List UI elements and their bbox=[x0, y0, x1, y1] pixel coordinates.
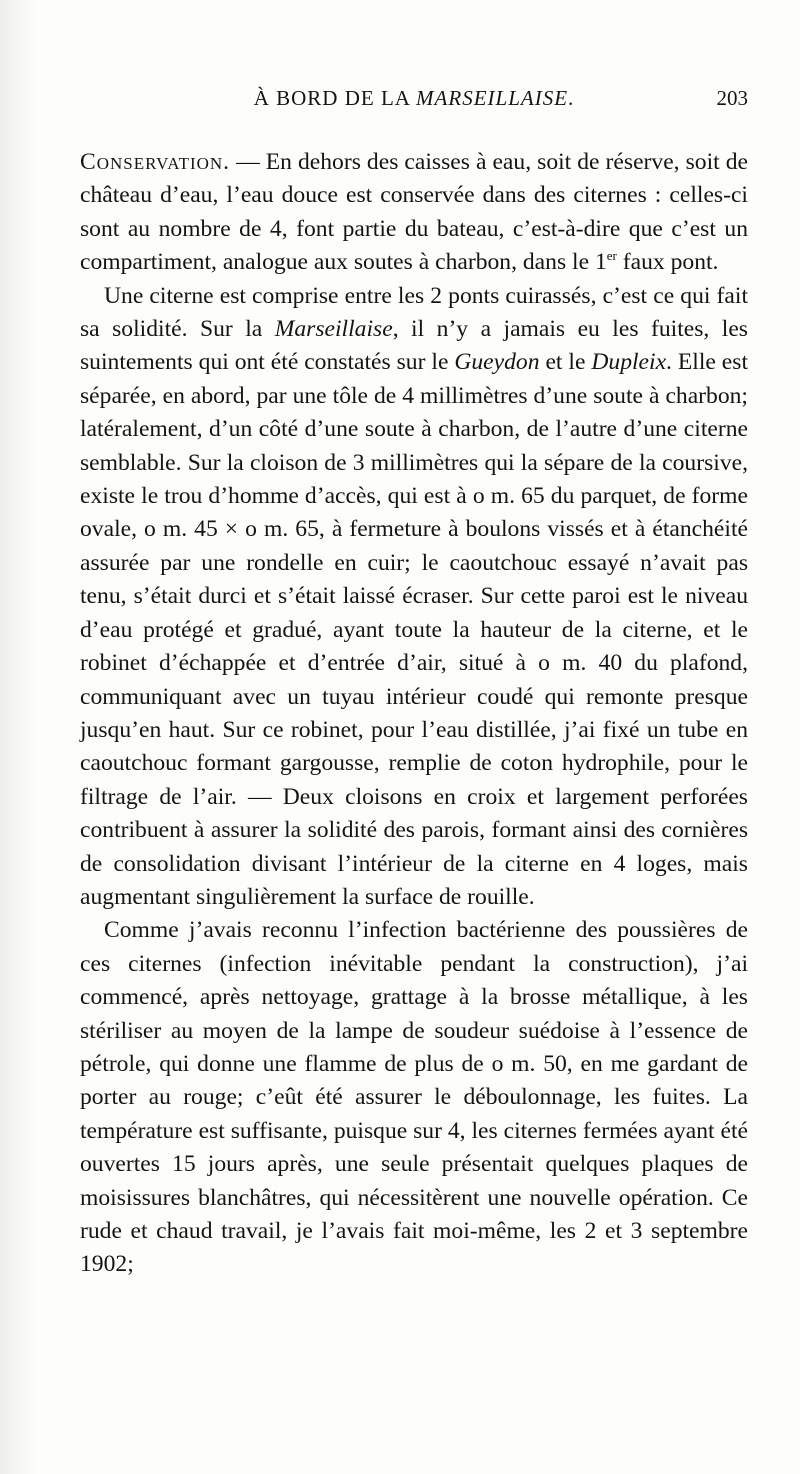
text-run: , il n’y a jamais eu les fuites, les suintements qui ont été constatés sur le bbox=[80, 316, 748, 376]
text-run: Comme j’avais reconnu l’infection bactérienne des poussières de ces citernes (infection inévitable pendant la construction), j’ai commencé, après nettoyage, grattage à la brosse métallique, à les stériliser au moyen de la lampe de soudeur suédoise à l’essence de pétrole, qui donne une flamme de plus de o m. 50, en me gardant de porter au rouge; c’eût été assurer le déboulonnage, les fuites. La température est suffisante, puisque sur 4, les citernes fermées ayant été ouvertes 15 jours après, une seule présentait quelques plaques de moisissures blanchâtres, qui nécessitèrent une nouvelle opération. Ce rude et chaud travail, je l’avais fait moi-même, les 2 et 3 septembre 1902; bbox=[80, 917, 748, 1278]
body-text bbox=[80, 146, 748, 1282]
text-run: faux pont. bbox=[616, 249, 719, 276]
superscript: er bbox=[606, 248, 617, 264]
text-run: Une citerne est comprise entre les 2 ponts cuirassés, c’est ce qui fait sa solidité. Sur la bbox=[80, 282, 748, 343]
running-title-prefix: À BORD DE LA bbox=[253, 86, 417, 110]
page-edge-shadow bbox=[0, 0, 38, 1474]
running-title-ship: MARSEILLAISE bbox=[416, 86, 569, 110]
page-header bbox=[80, 86, 748, 116]
paragraph-sterilisation bbox=[80, 914, 748, 1281]
ship-name: Dupleix bbox=[591, 349, 667, 376]
text-run: et le bbox=[539, 349, 592, 376]
page-number: 203 bbox=[716, 86, 748, 110]
ship-name: Gueydon bbox=[454, 349, 540, 376]
running-title-suffix: . bbox=[568, 86, 575, 110]
paragraph-citerne bbox=[80, 280, 748, 915]
section-lead: Conservation. bbox=[80, 149, 231, 175]
paragraph-conservation bbox=[80, 146, 748, 280]
text-run: — En dehors des caisses à eau, soit de réserve, soit de château d’eau, l’eau douce est conservée dans des citernes : celles-ci sont au nombre de 4, font partie du bateau, c’est-à-dire que c’est un compartiment, analogue aux soutes à charbon, dans le 1 bbox=[80, 149, 748, 276]
ship-name: Marseillaise bbox=[274, 316, 393, 343]
running-title bbox=[80, 86, 748, 111]
text-run: . Elle est séparée, en abord, par une tôle de 4 millimètres d’une soute à charbon; latéralement, d’un côté d’une soute à charbon, de l’autre d’une citerne semblable. Sur la cloison de 3 millimètres qui la sépare de la coursive, existe le trou d’homme d’accès, qui est à o m. 65 du parquet, de forme ovale, o m. 45 × o m. 65, à fermeture à boulons vissés et à étanchéité assurée par une rondelle en cuir; le caoutchouc essayé n’avait pas tenu, s’était durci et s’était laissé écraser. Sur cette paroi est le niveau d’eau protégé et gradué, ayant toute la hauteur de la citerne, et le robinet d’échappée et d’entrée d’air, situé à o m. 40 du plafond, communiquant avec un tuyau intérieur coudé qui remonte presque jusqu’en haut. Sur ce robinet, pour l’eau distillée, j’ai fixé un tube en caoutchouc formant gargousse, remplie de coton hydrophile, pour le filtrage de l’air. — Deux cloisons en croix et largement perforées contribuent à assurer la solidité des parois, formant ainsi des cornières de consolidation divisant l’intérieur de la citerne en 4 loges, mais augmentant singulièrement la surface de rouille. bbox=[80, 349, 748, 910]
